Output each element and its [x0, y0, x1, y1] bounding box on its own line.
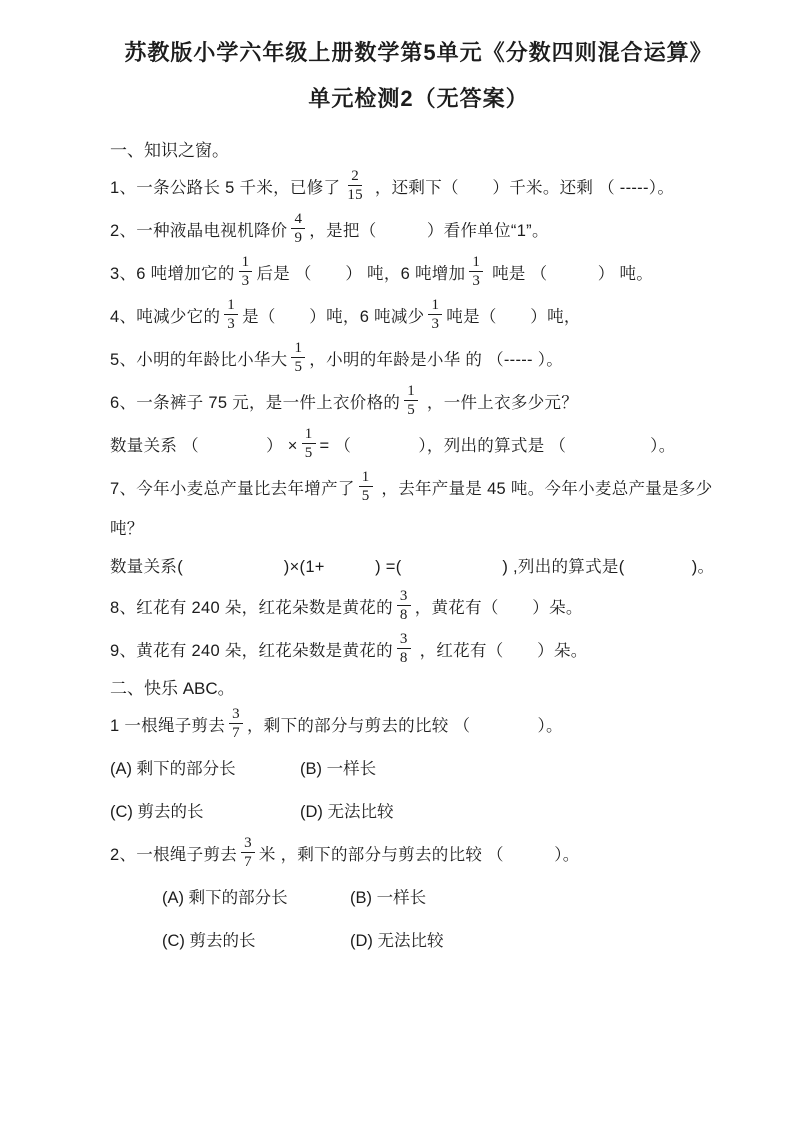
fraction: $\frac{3}{8}$ [397, 631, 411, 667]
question-2 [110, 207, 727, 250]
s2q1-options-row2 [110, 788, 727, 831]
section2-question-2 [110, 831, 727, 874]
text-segment: 是（ ）吨，6 吨减少 [242, 307, 425, 326]
question-5 [110, 336, 727, 379]
text-segment: 9、黄花有 240 朵，红花朵数是黄花的 [110, 641, 393, 660]
text-segment: 吨是 （ ） 吨。 [487, 264, 654, 283]
text-segment: ，红花有（ ）朵。 [414, 641, 588, 660]
text-segment: 4、吨减少它的 [110, 307, 221, 326]
question-1 [110, 164, 727, 207]
text-segment: ，黄花有（ ）朵。 [414, 598, 583, 617]
question-6-relation [110, 422, 727, 465]
text-segment: ，一件上衣多少元？ [422, 393, 579, 412]
title-line-2: 单元检测2（无答案） [308, 86, 529, 111]
text-segment: 1、一条公路长 5 千米，已修了 [110, 178, 341, 197]
text-segment: 米 ，剩下的部分与剪去的比较 （ ）。 [258, 845, 580, 864]
fraction: $\frac{3}{7}$ [241, 835, 255, 871]
text-segment: ，剩下的部分与剪去的比较 （ ）。 [246, 716, 563, 735]
option-a: (A) 剩下的部分长 [162, 888, 288, 907]
text-segment: = （ ），列出的算式是 （ ）。 [319, 436, 676, 455]
fraction: $\frac{3}{7}$ [229, 706, 243, 742]
option-b: (B) 一样长 [350, 888, 427, 907]
text-segment: ，还剩下（ ）千米。还剩 （ -----）。 [369, 178, 675, 197]
section2-heading: 二、快乐 ABC。 [110, 678, 235, 698]
fraction: $\frac{1}{5}$ [291, 340, 305, 376]
question-7 [110, 465, 727, 508]
option-a: (A) 剩下的部分长 [110, 759, 236, 778]
fraction: $\frac{1}{5}$ [404, 383, 418, 419]
text-segment: 2、一根绳子剪去 [110, 845, 238, 864]
text-segment: 8、红花有 240 朵，红花朵数是黄花的 [110, 598, 393, 617]
text-segment: 2、一种液晶电视机降价 [110, 221, 288, 240]
fraction: $\frac{1}{3}$ [469, 254, 483, 290]
document-title [110, 42, 727, 110]
fraction: $\frac{4}{9}$ [291, 211, 305, 247]
text-segment: 数量关系 （ ） × [110, 436, 298, 455]
text-segment: ，小明的年龄是小华 的 （----- ）。 [309, 350, 564, 369]
text-segment: 3、6 吨增加它的 [110, 264, 235, 283]
s2q2-options-row1 [110, 874, 727, 917]
section1-heading: 一、知识之窗。 [110, 140, 229, 160]
fraction: $\frac{1}{3}$ [428, 297, 442, 333]
fraction: $\frac{3}{8}$ [397, 588, 411, 624]
text-segment: ，是把（ ）看作单位“1”。 [309, 221, 549, 240]
fraction: $\frac{1}{3}$ [239, 254, 253, 290]
question-7-relation: 数量关系( )×(1+ ) =( ) ,列出的算式是( )。 [110, 558, 715, 576]
text-segment: 5、小明的年龄比小华大 [110, 350, 288, 369]
option-b: (B) 一样长 [300, 759, 377, 778]
question-8 [110, 584, 727, 627]
section2-question-1 [110, 702, 727, 745]
s2q1-options-row1 [110, 745, 727, 788]
question-6 [110, 379, 727, 422]
option-d: (D) 无法比较 [300, 802, 394, 821]
question-4 [110, 293, 727, 336]
title-line-1: 苏教版小学六年级上册数学第5单元《分数四则混合运算》 [124, 40, 713, 65]
option-d: (D) 无法比较 [350, 931, 444, 950]
question-9 [110, 627, 727, 670]
fraction: $\frac{2}{15}$ [347, 167, 363, 203]
text-segment: 后是 （ ） 吨，6 吨增加 [256, 264, 466, 283]
fraction: $\frac{1}{5}$ [302, 426, 316, 462]
text-segment: 吨是（ ）吨， [446, 307, 581, 326]
fraction: $\frac{1}{5}$ [359, 469, 373, 505]
text-segment: 1 一根绳子剪去 [110, 716, 226, 735]
option-c: (C) 剪去的长 [162, 931, 256, 950]
text-segment: ，去年产量是 45 吨。今年小麦总产量是多少 [376, 479, 713, 498]
s2q2-options-row2 [110, 917, 727, 960]
text-segment: 6、一条裤子 75 元，是一件上衣价格的 [110, 393, 401, 412]
option-c: (C) 剪去的长 [110, 802, 204, 821]
fraction: $\frac{1}{3}$ [224, 297, 238, 333]
text-segment: 7、今年小麦总产量比去年增产了 [110, 479, 355, 498]
question-3 [110, 250, 727, 293]
question-7-continued: 吨？ [110, 520, 144, 538]
